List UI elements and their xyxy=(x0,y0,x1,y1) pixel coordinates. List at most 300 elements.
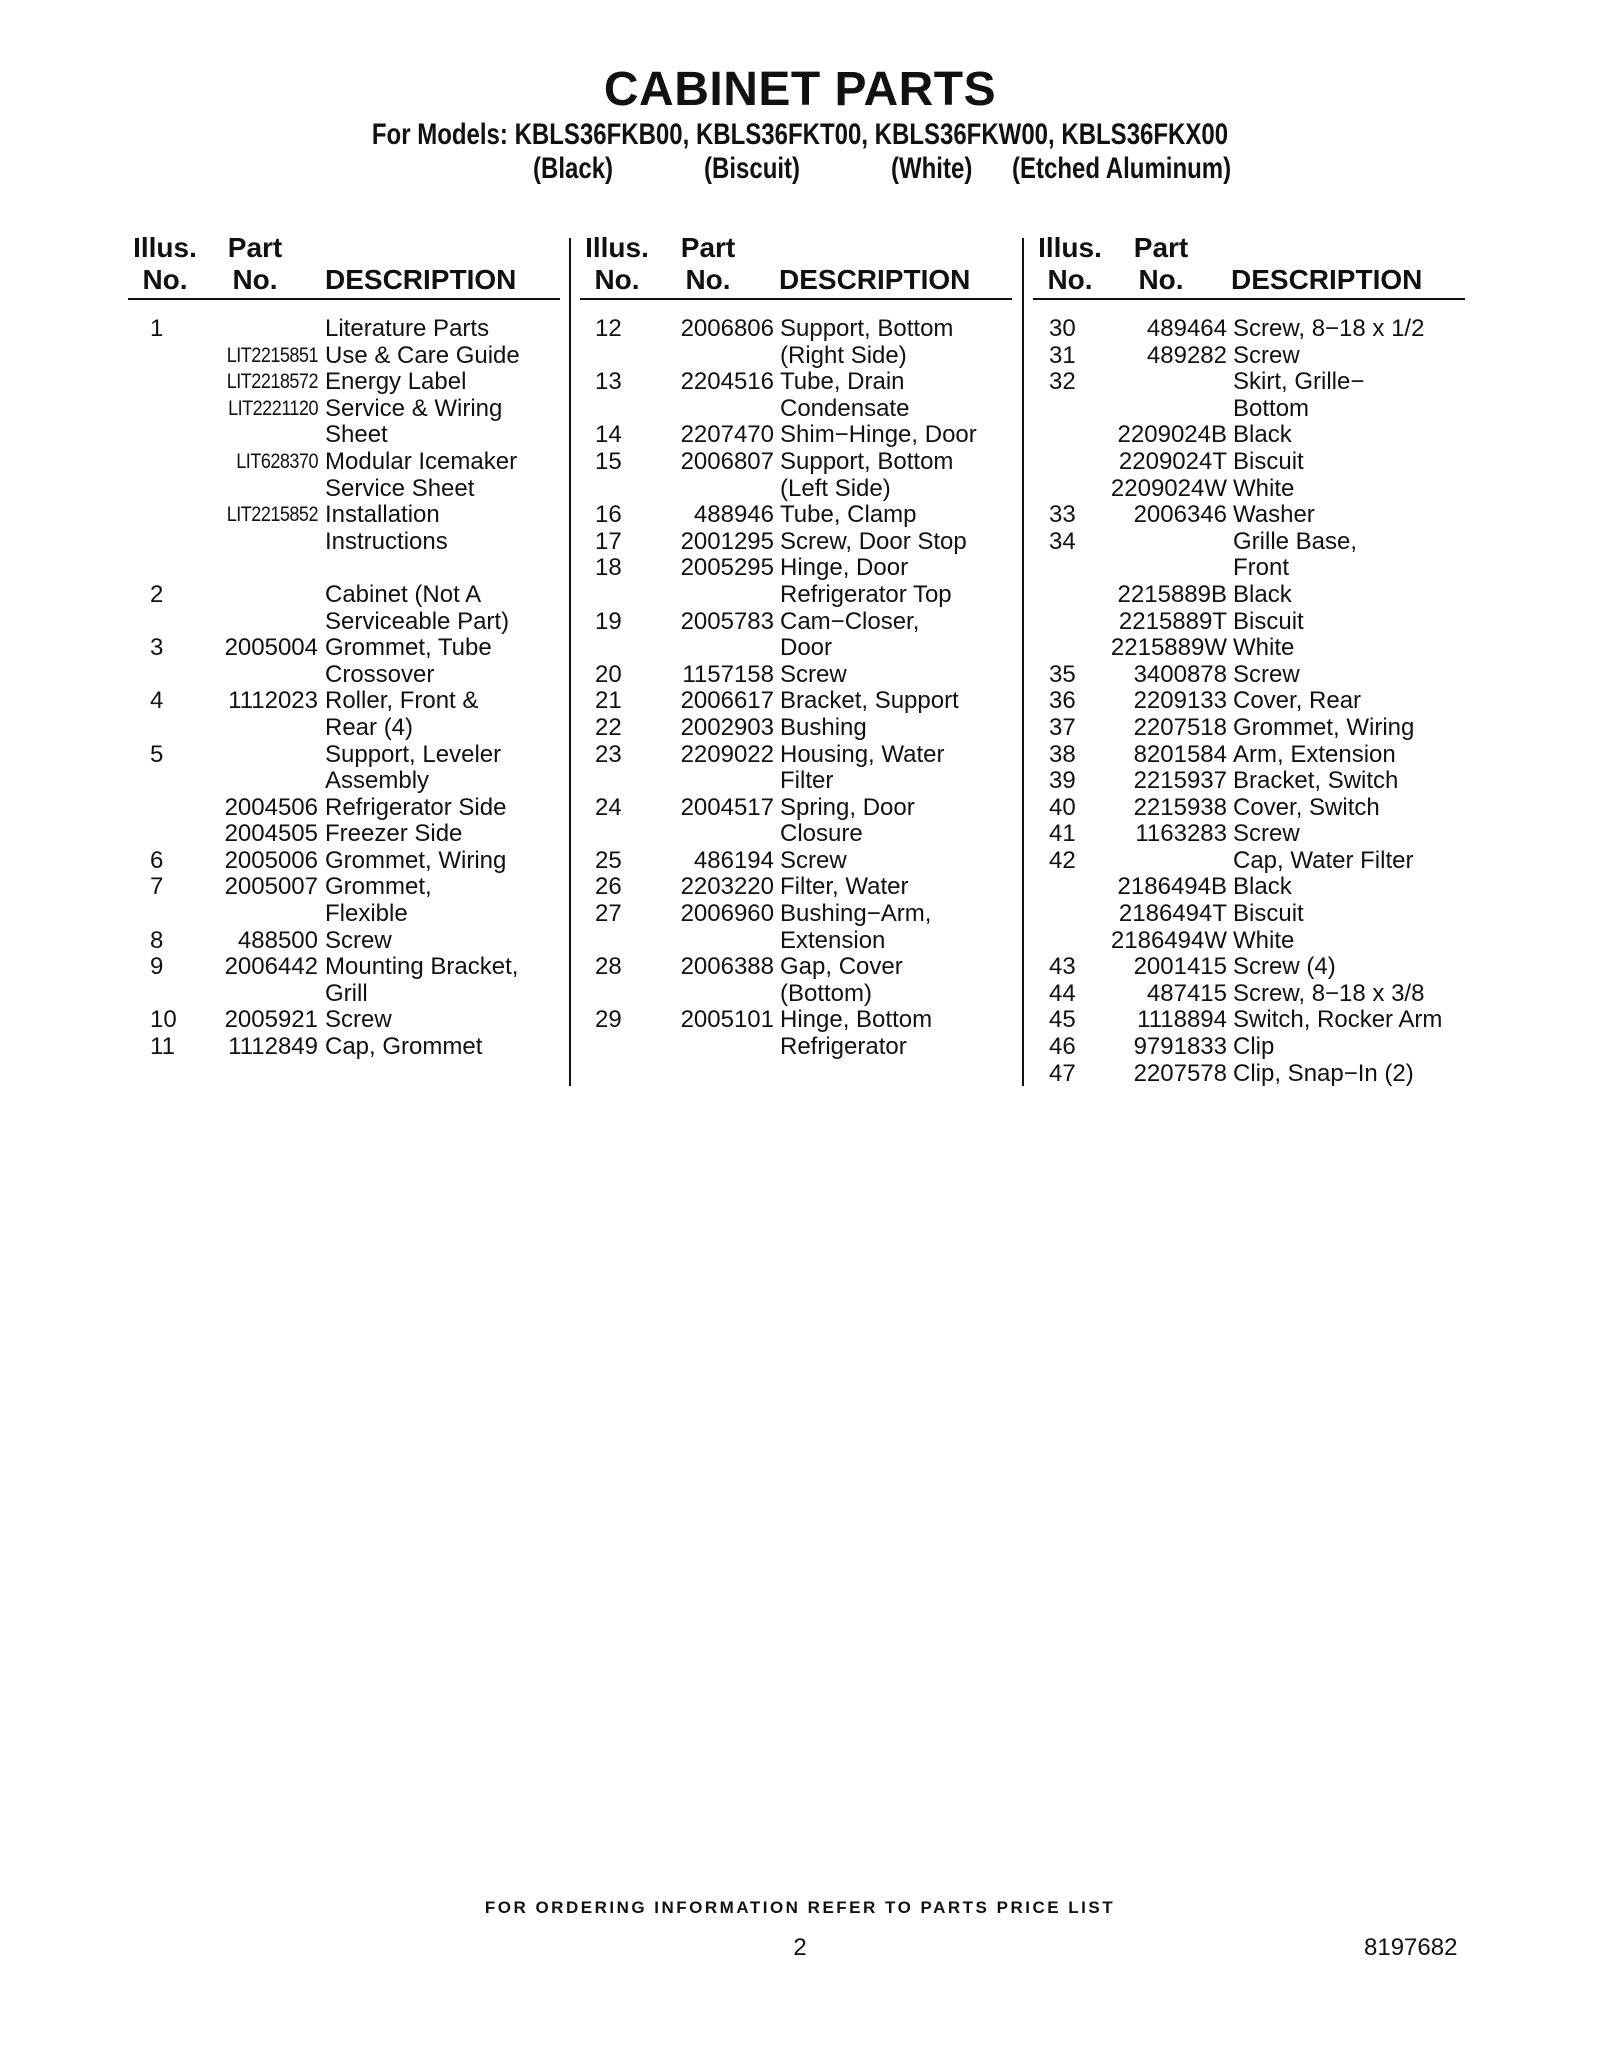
part-number: 2215889W xyxy=(1110,634,1227,662)
table-row xyxy=(140,715,570,742)
part-number-cell xyxy=(595,901,774,928)
header-part-bottom: No. xyxy=(232,264,278,295)
illus-number: 35 xyxy=(1049,660,1076,688)
part-number-cell xyxy=(140,715,318,742)
table-row xyxy=(1049,688,1479,715)
part-number-cell xyxy=(1049,529,1227,556)
part-number-cell xyxy=(1049,1034,1227,1061)
part-number-cell xyxy=(1049,928,1227,955)
table-row xyxy=(1049,901,1479,928)
table-row xyxy=(1049,954,1479,981)
part-description: Filter, Water xyxy=(780,873,909,901)
part-number-cell xyxy=(140,343,318,370)
part-description: Clip, Snap−In (2) xyxy=(1233,1059,1414,1087)
header-part-top: Part xyxy=(227,232,283,263)
table-row xyxy=(140,476,570,503)
part-number: 9791833 xyxy=(1133,1033,1227,1061)
table-row xyxy=(140,954,570,981)
part-description: Grille Base, xyxy=(1233,527,1358,555)
part-description: Literature Parts xyxy=(325,315,490,342)
illus-number: 39 xyxy=(1049,767,1076,795)
table-row xyxy=(140,449,570,476)
part-description: Installation xyxy=(325,501,440,529)
illus-number: 11 xyxy=(150,1033,175,1061)
illus-number: 25 xyxy=(595,846,622,874)
part-number-cell xyxy=(595,422,774,449)
part-number-cell xyxy=(595,981,774,1008)
table-row xyxy=(595,688,1025,715)
part-description: Biscuit xyxy=(1233,900,1304,928)
part-number-cell xyxy=(140,609,318,636)
part-description: Bracket, Switch xyxy=(1233,767,1399,795)
table-row xyxy=(140,928,570,955)
part-number-cell xyxy=(1049,901,1227,928)
part-number: LIT2215851 xyxy=(226,343,318,367)
parts-column-3 xyxy=(1049,316,1479,1087)
table-row xyxy=(140,343,570,370)
part-description: Black xyxy=(1233,873,1292,901)
table-row xyxy=(1049,476,1479,503)
table-row xyxy=(140,369,570,396)
illus-number: 15 xyxy=(595,447,622,475)
part-number-cell xyxy=(1049,316,1227,343)
part-description: Support, Leveler xyxy=(325,740,502,768)
part-number: 1163283 xyxy=(1135,820,1227,848)
header-description: DESCRIPTION xyxy=(1231,264,1423,295)
part-number-cell xyxy=(595,555,774,582)
part-description: Screw xyxy=(780,846,847,874)
table-row xyxy=(595,609,1025,636)
table-row xyxy=(1049,396,1479,423)
illus-number: 47 xyxy=(1049,1059,1076,1087)
part-description: Grommet, Tube xyxy=(325,634,492,662)
part-number-cell xyxy=(595,316,774,343)
illus-number: 6 xyxy=(150,846,164,874)
part-number: 488946 xyxy=(693,501,774,529)
table-row xyxy=(1049,662,1479,689)
part-number-cell xyxy=(595,742,774,769)
part-number: 2005006 xyxy=(224,846,318,874)
part-number: 2006346 xyxy=(1133,501,1227,529)
part-number-cell xyxy=(140,1034,318,1061)
illus-number: 14 xyxy=(595,421,622,449)
header-rule xyxy=(1033,298,1465,300)
part-number-cell xyxy=(1049,821,1227,848)
part-description: Hinge, Bottom xyxy=(780,1006,933,1034)
part-description: Screw xyxy=(780,660,847,688)
illus-number: 21 xyxy=(595,687,622,715)
table-row xyxy=(595,1007,1025,1034)
part-number-cell xyxy=(595,529,774,556)
illus-number: 2 xyxy=(150,580,164,608)
part-number: 487415 xyxy=(1146,979,1227,1007)
part-number-cell xyxy=(140,928,318,955)
color-label-etched-aluminum: (Etched Aluminum) xyxy=(1012,152,1232,185)
part-description: Screw xyxy=(325,1006,392,1034)
part-description: Sheet xyxy=(325,421,388,449)
part-number: 2006442 xyxy=(224,953,318,981)
part-number: 2215889B xyxy=(1117,580,1227,608)
illus-number: 31 xyxy=(1049,341,1076,369)
part-number: 488500 xyxy=(237,926,318,954)
table-row xyxy=(595,981,1025,1008)
part-number-cell xyxy=(1049,1061,1227,1088)
part-number: 1112023 xyxy=(228,687,318,715)
table-row xyxy=(595,715,1025,742)
part-number-cell xyxy=(595,476,774,503)
part-number-cell xyxy=(595,343,774,370)
illus-number: 3 xyxy=(150,634,164,662)
models-line: For Models: KBLS36FKB00, KBLS36FKT00, KBLS36FKW00, KBLS36FKX00 xyxy=(371,118,1229,151)
part-description: Extension xyxy=(780,926,886,954)
table-row xyxy=(140,609,570,636)
table-row xyxy=(595,768,1025,795)
color-label-black: (Black) xyxy=(533,152,614,185)
table-row xyxy=(1049,1034,1479,1061)
table-row xyxy=(1049,874,1479,901)
part-description: Bushing−Arm, xyxy=(780,900,932,928)
part-description: Modular Icemaker xyxy=(325,447,518,475)
part-description: Bracket, Support xyxy=(780,687,959,715)
part-number-cell xyxy=(595,715,774,742)
part-number-cell xyxy=(595,928,774,955)
part-description: Energy Label xyxy=(325,368,467,396)
part-description: White xyxy=(1233,634,1295,662)
illus-number: 9 xyxy=(150,953,164,981)
part-number-cell xyxy=(140,476,318,503)
table-row xyxy=(595,795,1025,822)
part-number-cell xyxy=(1049,715,1227,742)
part-description: Hinge, Door xyxy=(780,554,909,582)
part-description: Service Sheet xyxy=(325,474,475,502)
part-number-cell xyxy=(1049,688,1227,715)
part-description: Screw xyxy=(325,926,392,954)
header-description: DESCRIPTION xyxy=(779,264,971,295)
part-number: 489282 xyxy=(1146,341,1227,369)
part-number-cell xyxy=(595,1007,774,1034)
part-number: 2186494B xyxy=(1117,873,1227,901)
part-number: 2209133 xyxy=(1133,687,1227,715)
table-row xyxy=(595,449,1025,476)
part-description: Grommet, Wiring xyxy=(325,846,507,874)
part-description: Refrigerator Top xyxy=(780,580,952,608)
table-row xyxy=(1049,768,1479,795)
part-number: 2001295 xyxy=(680,527,774,555)
table-row xyxy=(140,821,570,848)
part-number-cell xyxy=(595,1034,774,1061)
part-description: Skirt, Grille− xyxy=(1233,368,1365,396)
part-number: 2209024W xyxy=(1110,474,1227,502)
part-description: Screw, 8−18 x 3/8 xyxy=(1233,979,1425,1007)
part-number: 1118894 xyxy=(1137,1006,1227,1034)
part-number: 2006388 xyxy=(680,953,774,981)
part-number-cell xyxy=(1049,422,1227,449)
part-description: Service & Wiring xyxy=(325,394,503,422)
table-row xyxy=(1049,1061,1479,1088)
part-description: Crossover xyxy=(325,660,435,688)
table-row xyxy=(1049,502,1479,529)
part-number-cell xyxy=(140,582,318,609)
parts-column-1 xyxy=(140,316,570,1061)
part-number-cell xyxy=(595,688,774,715)
header-illus-top: Illus. xyxy=(133,232,197,263)
part-number: LIT2221120 xyxy=(228,396,318,420)
part-number-cell xyxy=(140,981,318,1008)
part-number: LIT628370 xyxy=(236,449,318,473)
part-number-cell xyxy=(1049,582,1227,609)
part-number-cell xyxy=(140,954,318,981)
table-row xyxy=(1049,582,1479,609)
part-description: Screw (4) xyxy=(1233,953,1336,981)
part-number-cell xyxy=(1049,635,1227,662)
illus-number: 30 xyxy=(1049,315,1076,342)
illus-number: 20 xyxy=(595,660,622,688)
part-number: 2209022 xyxy=(680,740,774,768)
header-part-bottom: No. xyxy=(685,264,731,295)
part-number-cell xyxy=(1049,555,1227,582)
table-row xyxy=(140,874,570,901)
part-number: 2004517 xyxy=(680,793,774,821)
part-description: Front xyxy=(1233,554,1290,582)
part-description: Grill xyxy=(325,979,368,1007)
part-number-cell xyxy=(1049,396,1227,423)
table-row xyxy=(1049,848,1479,875)
table-row xyxy=(595,422,1025,449)
part-number-cell xyxy=(140,848,318,875)
color-label-white: (White) xyxy=(891,152,973,185)
part-description: Biscuit xyxy=(1233,447,1304,475)
part-description: Black xyxy=(1233,421,1292,449)
illus-number: 36 xyxy=(1049,687,1076,715)
part-number: 2005783 xyxy=(680,607,774,635)
table-row xyxy=(140,688,570,715)
table-row xyxy=(140,901,570,928)
part-number: 2209024B xyxy=(1117,421,1227,449)
part-number-cell xyxy=(595,582,774,609)
part-number-cell xyxy=(595,369,774,396)
part-number: 2186494W xyxy=(1110,926,1227,954)
part-number-cell xyxy=(595,502,774,529)
illus-number: 41 xyxy=(1049,820,1076,848)
part-number: 2002903 xyxy=(680,713,774,741)
part-description: Assembly xyxy=(325,767,430,795)
header-rule xyxy=(128,298,560,300)
part-number-cell xyxy=(140,449,318,476)
part-number: 2006807 xyxy=(680,447,774,475)
part-number: LIT2218572 xyxy=(226,370,318,394)
part-number: 2207578 xyxy=(1133,1059,1227,1087)
part-number-cell xyxy=(595,848,774,875)
part-number-cell xyxy=(1049,343,1227,370)
header-illus-bottom: No. xyxy=(594,264,640,295)
table-row xyxy=(595,396,1025,423)
part-number: 2209024T xyxy=(1118,447,1227,475)
part-description: Use & Care Guide xyxy=(325,341,520,369)
part-number-cell xyxy=(140,635,318,662)
part-number-cell xyxy=(595,821,774,848)
table-row xyxy=(1049,343,1479,370)
part-number: 2203220 xyxy=(680,873,774,901)
illus-number: 26 xyxy=(595,873,622,901)
part-number-cell xyxy=(595,662,774,689)
part-number-cell xyxy=(1049,768,1227,795)
header-part-top: Part xyxy=(680,232,736,263)
illus-number: 1 xyxy=(150,315,164,342)
part-number-cell xyxy=(595,768,774,795)
illus-number: 8 xyxy=(150,926,164,954)
part-description: Washer xyxy=(1233,501,1315,529)
part-description: Biscuit xyxy=(1233,607,1304,635)
part-number-cell xyxy=(595,449,774,476)
part-number-cell xyxy=(1049,609,1227,636)
part-number: 2006617 xyxy=(680,687,774,715)
part-description: Cam−Closer, xyxy=(780,607,920,635)
part-number-cell xyxy=(140,369,318,396)
part-description: Screw xyxy=(1233,660,1300,688)
part-description: Black xyxy=(1233,580,1292,608)
table-row xyxy=(595,742,1025,769)
part-number: 2006806 xyxy=(680,315,774,342)
part-number-cell xyxy=(1049,476,1227,503)
part-description: Mounting Bracket, xyxy=(325,953,519,981)
table-row xyxy=(140,316,570,343)
table-row xyxy=(140,1007,570,1034)
part-number: 2004506 xyxy=(224,793,318,821)
part-number: 2005004 xyxy=(224,634,318,662)
part-description: Refrigerator xyxy=(780,1033,907,1061)
part-number-cell xyxy=(140,742,318,769)
illus-number: 16 xyxy=(595,501,622,529)
part-description: Bushing xyxy=(780,713,867,741)
part-number-cell xyxy=(140,662,318,689)
part-number-cell xyxy=(1049,954,1227,981)
table-row xyxy=(595,901,1025,928)
part-description: White xyxy=(1233,926,1295,954)
illus-number: 24 xyxy=(595,793,622,821)
part-number-cell xyxy=(595,954,774,981)
part-description: Support, Bottom xyxy=(780,447,954,475)
part-number: 2207518 xyxy=(1133,713,1227,741)
illus-number: 12 xyxy=(595,315,622,342)
part-description: Tube, Drain xyxy=(780,368,905,396)
part-number: 2004505 xyxy=(224,820,318,848)
illus-number: 42 xyxy=(1049,846,1076,874)
part-description: Gap, Cover xyxy=(780,953,903,981)
part-number-cell xyxy=(140,821,318,848)
table-row xyxy=(595,502,1025,529)
illus-number: 13 xyxy=(595,368,622,396)
illus-number: 27 xyxy=(595,900,622,928)
part-number: 2006960 xyxy=(680,900,774,928)
part-description: Door xyxy=(780,634,833,662)
table-row xyxy=(140,396,570,423)
illus-number: 28 xyxy=(595,953,622,981)
part-description: Clip xyxy=(1233,1033,1275,1061)
table-row xyxy=(1049,369,1479,396)
part-number: 1112849 xyxy=(228,1033,318,1061)
table-row xyxy=(1049,555,1479,582)
part-number: 1157158 xyxy=(682,660,774,688)
part-description: Instructions xyxy=(325,527,448,555)
part-description: Refrigerator Side xyxy=(325,793,507,821)
table-row xyxy=(140,981,570,1008)
part-number: 2005101 xyxy=(680,1006,774,1034)
table-row xyxy=(140,582,570,609)
table-row xyxy=(1049,529,1479,556)
table-row xyxy=(595,954,1025,981)
illus-number: 33 xyxy=(1049,501,1076,529)
table-row xyxy=(140,502,570,529)
table-row xyxy=(595,635,1025,662)
part-number-cell xyxy=(595,795,774,822)
part-description: (Left Side) xyxy=(780,474,891,502)
illus-number: 34 xyxy=(1049,527,1076,555)
part-number: 2005921 xyxy=(224,1006,318,1034)
table-row xyxy=(140,742,570,769)
table-row xyxy=(140,662,570,689)
part-description: White xyxy=(1233,474,1295,502)
part-description: Condensate xyxy=(780,394,910,422)
part-description: Rear (4) xyxy=(325,713,414,741)
table-row xyxy=(595,316,1025,343)
part-description: Roller, Front & xyxy=(325,687,479,715)
table-row xyxy=(595,529,1025,556)
table-row xyxy=(595,582,1025,609)
part-description: Screw xyxy=(1233,341,1300,369)
table-row xyxy=(1049,609,1479,636)
table-row xyxy=(595,821,1025,848)
table-row xyxy=(140,422,570,449)
table-row xyxy=(140,1034,570,1061)
illus-number: 37 xyxy=(1049,713,1076,741)
table-row xyxy=(1049,928,1479,955)
table-row xyxy=(595,1034,1025,1061)
part-number: 3400878 xyxy=(1133,660,1227,688)
part-number-cell xyxy=(140,502,318,529)
document-number: 8197682 xyxy=(1364,1934,1458,1961)
illus-number: 29 xyxy=(595,1006,622,1034)
part-number-cell xyxy=(595,635,774,662)
header-description: DESCRIPTION xyxy=(325,264,517,295)
table-row xyxy=(1049,795,1479,822)
table-row xyxy=(140,848,570,875)
part-number-cell xyxy=(140,396,318,423)
illus-number: 45 xyxy=(1049,1006,1076,1034)
part-number: 2207470 xyxy=(680,421,774,449)
table-row xyxy=(140,768,570,795)
part-description: Switch, Rocker Arm xyxy=(1233,1006,1443,1034)
table-row xyxy=(595,369,1025,396)
table-row xyxy=(595,555,1025,582)
part-number-cell xyxy=(140,688,318,715)
part-number-cell xyxy=(1049,795,1227,822)
table-row xyxy=(595,476,1025,503)
part-description: Spring, Door xyxy=(780,793,915,821)
part-number: 2204516 xyxy=(680,368,774,396)
header-illus-top: Illus. xyxy=(585,232,649,263)
part-description: Screw xyxy=(1233,820,1300,848)
illus-number: 18 xyxy=(595,554,622,582)
illus-number: 17 xyxy=(595,527,622,555)
part-number-cell xyxy=(1049,502,1227,529)
part-number: 2005007 xyxy=(224,873,318,901)
part-description: Freezer Side xyxy=(325,820,463,848)
part-number: 2215889T xyxy=(1118,607,1227,635)
part-number-cell xyxy=(1049,848,1227,875)
part-description: Cover, Rear xyxy=(1233,687,1362,715)
part-number: 2001415 xyxy=(1133,953,1227,981)
ordering-note: FOR ORDERING INFORMATION REFER TO PARTS PRICE LIST xyxy=(484,1898,1116,1917)
